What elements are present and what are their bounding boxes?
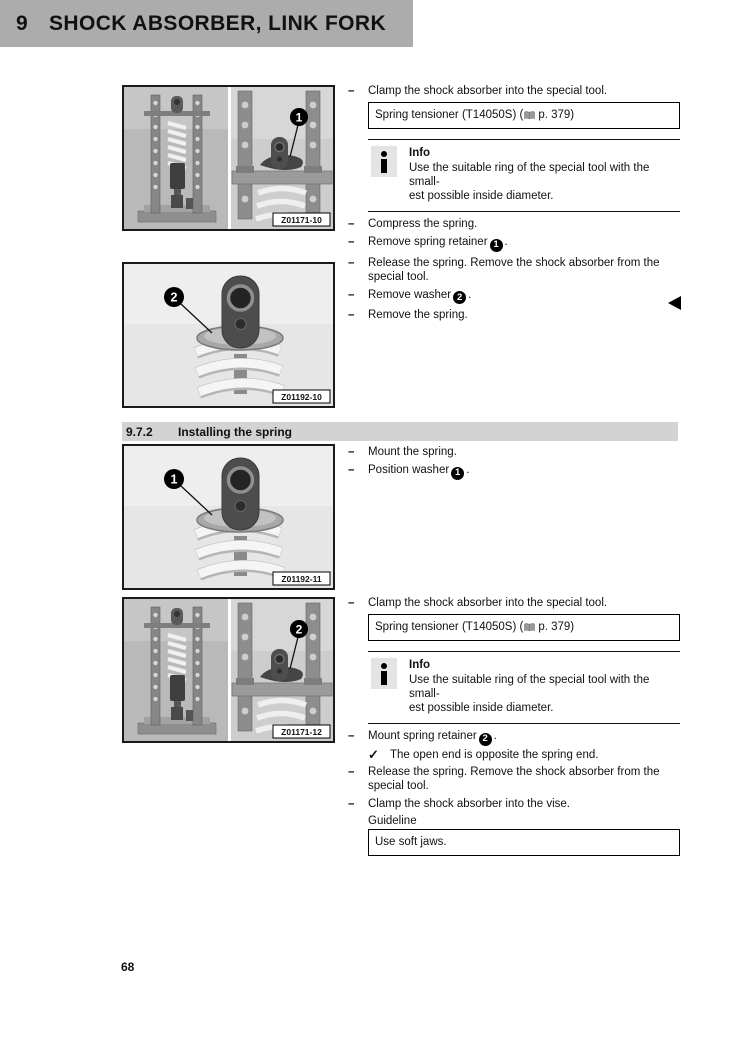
figure-label: Z01192-10 [281, 392, 322, 402]
step-remove-spring: – Remove the spring. [348, 309, 468, 321]
dash-bullet: – [348, 765, 355, 778]
figure-label: Z01192-11 [281, 574, 322, 584]
info-icon [371, 146, 397, 177]
tool-name: Spring tensioner (T14050S) ( [375, 109, 524, 121]
step-compress-spring: – Compress the spring. [348, 218, 478, 230]
section-heading [122, 422, 678, 441]
info-block [368, 651, 680, 724]
info-icon [371, 658, 397, 689]
chapter-title: SHOCK ABSORBER, LINK FORK [48, 11, 387, 35]
step-clamp-vise: – Clamp the shock absorber into the vise. [348, 797, 570, 810]
callout-ref-2: 2 [479, 733, 492, 746]
info-line: Use the suitable ring of the special tool with the small- [409, 674, 650, 700]
figure-label: Z01171-10 [281, 215, 322, 225]
manual-icon [524, 623, 535, 632]
callout-number: 1 [295, 110, 303, 125]
callout-number: 2 [170, 290, 178, 305]
step-clamp-special-tool: – Clamp the shock absorber into the special tool. [348, 85, 608, 97]
step-release-spring: – Release the spring. Remove the shock absorber from the special tool. [348, 765, 660, 792]
info-block [368, 139, 680, 212]
dash-bullet: – [348, 309, 355, 321]
info-line: est possible inside diameter. [409, 702, 554, 714]
step-remove-washer: – Remove washer 2 . [348, 288, 472, 303]
dash-bullet: – [348, 256, 355, 269]
special-tool-box [368, 614, 680, 641]
dash-bullet: – [348, 730, 355, 742]
side-arrow-icon [668, 296, 681, 310]
figure-spring-tensioner-removing [122, 85, 335, 231]
installing-steps-bottom [348, 596, 680, 856]
figure-spring-tensioner-installing [122, 597, 335, 743]
callout-ref-2: 2 [453, 291, 466, 304]
info-line: est possible inside diameter. [409, 190, 554, 202]
dash-bullet: – [348, 288, 355, 301]
info-line: Use the suitable ring of the special tool with the small- [409, 162, 650, 188]
step-remove-retainer: – Remove spring retainer 1 . [348, 236, 508, 250]
callout-number: 2 [295, 622, 303, 637]
chapter-number: 9 [16, 11, 28, 35]
check-condition: ✓ The open end is opposite the spring end. [368, 746, 599, 762]
manual-icon [524, 111, 535, 120]
figure-label: Z01171-12 [281, 727, 322, 737]
step-clamp-special-tool: – Clamp the shock absorber into the special tool. [348, 597, 608, 609]
figure-shock-washer-removing [122, 262, 335, 408]
dash-bullet: – [348, 85, 355, 97]
info-title: Info [409, 147, 431, 159]
tool-page-ref: p. 379) [538, 621, 575, 633]
checkmark-icon: ✓ [368, 746, 379, 762]
figure-shock-washer-installing [122, 444, 335, 590]
dash-bullet: – [348, 236, 355, 248]
guideline-label: Guideline [368, 814, 417, 827]
installing-steps-top [348, 445, 680, 484]
tensioner-photo [124, 87, 333, 229]
dash-bullet: – [348, 464, 355, 476]
section-title: Installing the spring [178, 424, 293, 439]
tool-name: Spring tensioner (T14050S) ( [375, 621, 524, 633]
dash-bullet: – [348, 597, 355, 609]
chapter-header [0, 0, 413, 47]
dash-bullet: – [348, 446, 355, 458]
tensioner-photo [124, 599, 333, 741]
step-release-spring: – Release the spring. Remove the shock absorber from the special tool. [348, 256, 660, 283]
step-mount-spring: – Mount the spring. [348, 446, 457, 458]
dash-bullet: – [348, 218, 355, 230]
callout-ref-1: 1 [451, 467, 464, 480]
step-mount-retainer: – Mount spring retainer 2 . [348, 730, 497, 744]
info-title: Info [409, 659, 431, 671]
tool-page-ref: p. 379) [538, 109, 575, 121]
dash-bullet: – [348, 797, 355, 810]
callout-ref-1: 1 [490, 239, 503, 252]
shock-absorber-photo [124, 446, 333, 588]
guideline-box: Use soft jaws. [368, 829, 680, 856]
section-number: 9.7.2 [126, 424, 153, 439]
shock-absorber-photo [124, 264, 333, 406]
removing-steps [348, 84, 680, 326]
special-tool-box [368, 102, 680, 129]
callout-number: 1 [170, 472, 178, 487]
step-position-washer: – Position washer 1 . [348, 464, 470, 478]
page-number: 68 [121, 960, 135, 974]
